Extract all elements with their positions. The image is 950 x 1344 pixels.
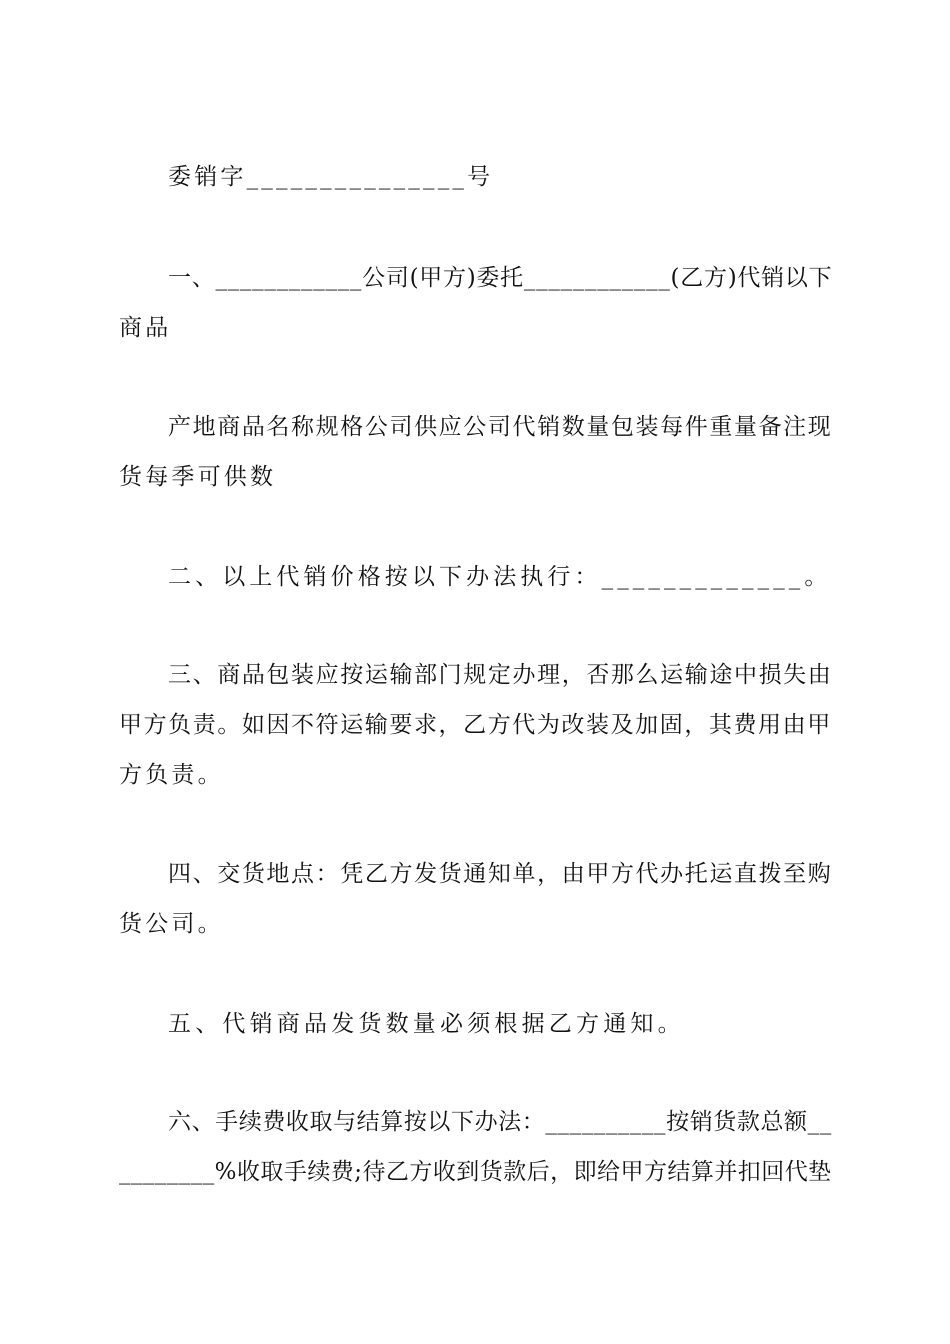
table-header-line-1: 产地商品名称规格公司供应公司代销数量包装每件重量备注现: [168, 414, 833, 440]
clause-1-line-1: 一、____________公司(甲方)委托____________(乙方)代销以下: [168, 265, 833, 291]
clause-3-line-3: 方负责。: [119, 762, 224, 788]
clause-6-line-1: 六、手续费收取与结算按以下办法：__________按销货款总额__: [168, 1109, 832, 1135]
clause-5: 五、代销商品发货数量必须根据乙方通知。: [168, 1011, 685, 1037]
clause-6-line-2: ________%收取手续费;待乙方收到货款后，即给甲方结算并扣回代垫: [119, 1159, 832, 1185]
clause-2: 二、以上代销价格按以下办法执行：_____________。: [168, 564, 832, 590]
clause-4-line-2: 货公司。: [119, 911, 224, 937]
clause-3-line-2: 甲方负责。如因不符运输要求，乙方代为改装及加固，其费用由甲: [119, 712, 832, 738]
clause-1-line-2: 商品: [119, 315, 172, 341]
clause-3-line-1: 三、商品包装应按运输部门规定办理，否那么运输途中损失由: [168, 662, 833, 688]
table-header-line-2: 货每季可供数: [119, 464, 277, 490]
reference-number: 委销字_______________号: [168, 164, 494, 190]
clause-4-line-1: 四、交货地点：凭乙方发货通知单，由甲方代办托运直拨至购: [168, 861, 833, 887]
